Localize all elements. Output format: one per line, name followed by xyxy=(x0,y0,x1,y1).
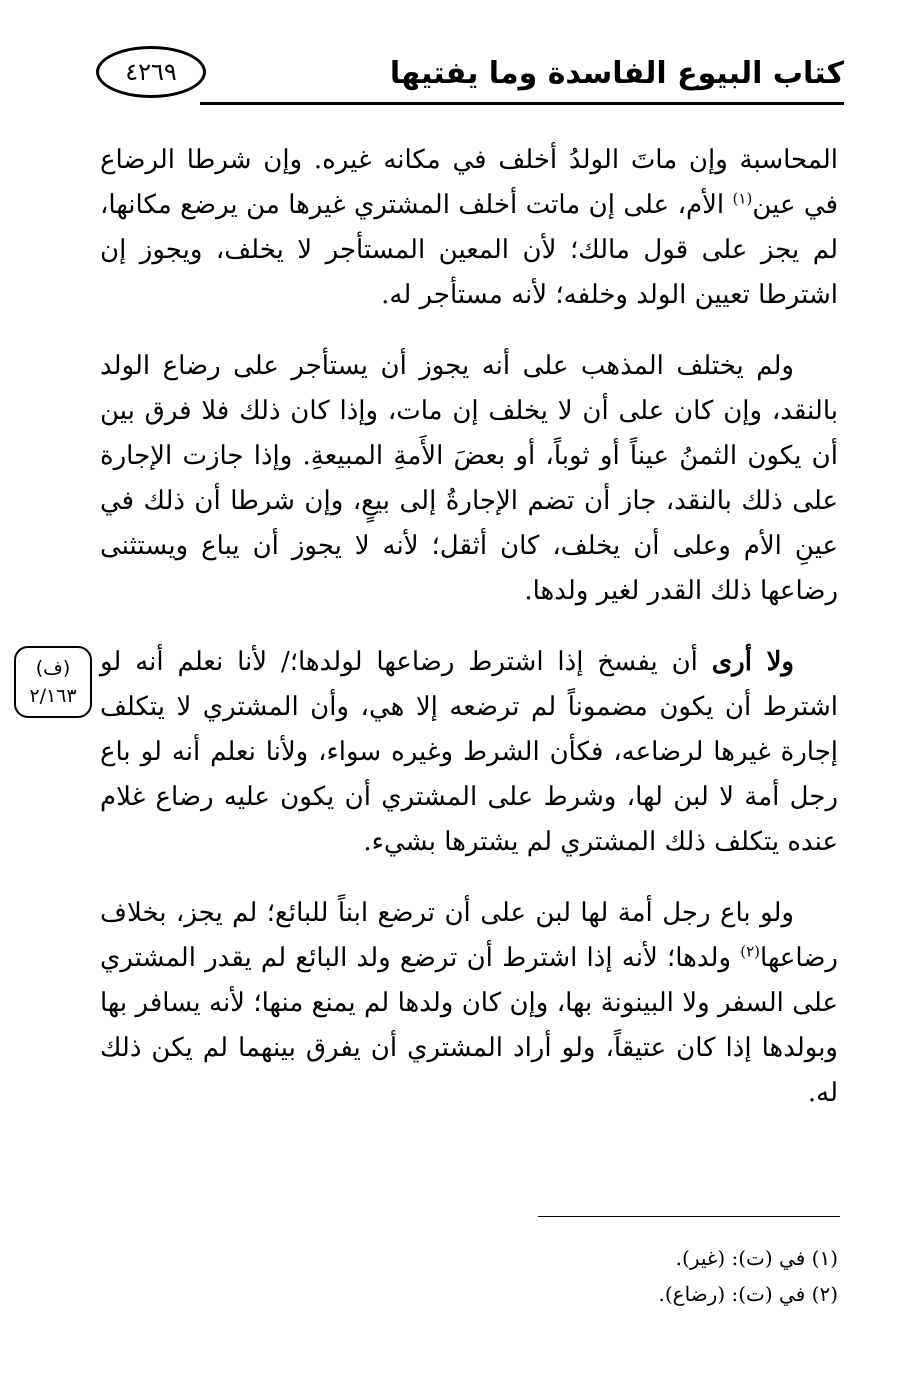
paragraph-4-text-a: ولو باع رجل أمة لها لبن على أن ترضع ابناً للبائع؛ لم يجز، بخلاف رضاعها xyxy=(100,898,838,973)
header-rule xyxy=(200,102,844,105)
footnote-2: (٢) في (ت): (رضاع). xyxy=(658,1282,838,1306)
paragraph-1 xyxy=(100,138,838,318)
margin-note-line1: (ف) xyxy=(35,657,71,679)
footnote-ref-2[interactable]: (٢) xyxy=(740,942,761,961)
paragraph-1-text-b: الأم، على إن ماتت أخلف المشتري غيرها من يرضع مكانها، لم يجز على قول مالك؛ لأن المعين المستأجر لا يخلف، ويجوز إن اشترطا تعيين الولد وخلفه؛ لأنه مستأجر له. xyxy=(100,190,838,310)
footnote-ref-1[interactable]: (١) xyxy=(732,189,753,208)
page-header xyxy=(96,40,844,108)
paragraph-1-text-a: المحاسبة وإن ماتَ الولدُ أخلف في مكانه غيره. وإن شرطا الرضاع في عين xyxy=(100,145,838,220)
paragraph-3-lead: ولا أرى xyxy=(711,647,794,677)
footnote-separator xyxy=(538,1216,840,1217)
margin-manuscript-reference xyxy=(14,646,92,718)
paragraph-3-text: أن يفسخ إذا اشترط رضاعها لولدها؛/ لأنا نعلم أنه لو اشترط أن يكون مضموناً لم ترضعه إلا هي، وأن المشتري لا يتكلف إجارة غيرها لرضاعه، فكأن الشرط وغيره سواء، ولأنا نعلم أنه لو باع رجل أمة لا لبن لها، وشرط على المشتري أن يكون عليه رضاع غلام عنده يتكلف ذلك المشتري لم يشترها بشيء. xyxy=(100,647,838,857)
paragraph-4 xyxy=(100,891,838,1116)
running-title: كتاب البيوع الفاسدة وما يفتيها xyxy=(389,56,844,91)
margin-note-line2: ٢/١٦٣ xyxy=(29,685,77,707)
footnote-1: (١) في (ت): (غير). xyxy=(675,1246,838,1270)
paragraph-2: ولم يختلف المذهب على أنه يجوز أن يستأجر على رضاع الولد بالنقد، وإن كان على أن لا يخلف إن مات، وإذا كان ذلك فلا فرق بين أن يكون الثمنُ عيناً أو ثوباً، أو بعضَ الأَمةِ المبيعةِ. وإذا جازت الإجارة على ذلك بالنقد، جاز أن تضم الإجارةُ إلى بيعٍ، وإن شرطا أن ذلك في عينِ الأم وعلى أن يخلف، كان أثقل؛ لأنه لا يجوز أن يباع ويستثنى رضاعها ذلك القدر لغير ولدها. xyxy=(100,351,838,606)
paragraph-4-text-b: ولدها؛ لأنه إذا اشترط أن ترضع ولد البائع لم يقدر المشتري على السفر ولا البينونة بها، وإن كان ولدها لم يمنع منها؛ لأنه يسافر بها وبولدها إذا كان عتيقاً، ولو أراد المشتري أن يفرق بينهما لم يكن ذلك له. xyxy=(100,943,838,1108)
page-number: ٤٢٦٩ xyxy=(125,58,177,86)
page-number-oval xyxy=(96,46,206,98)
paragraph-3 xyxy=(100,640,838,865)
main-text xyxy=(100,138,838,1116)
footnotes xyxy=(338,1240,838,1312)
